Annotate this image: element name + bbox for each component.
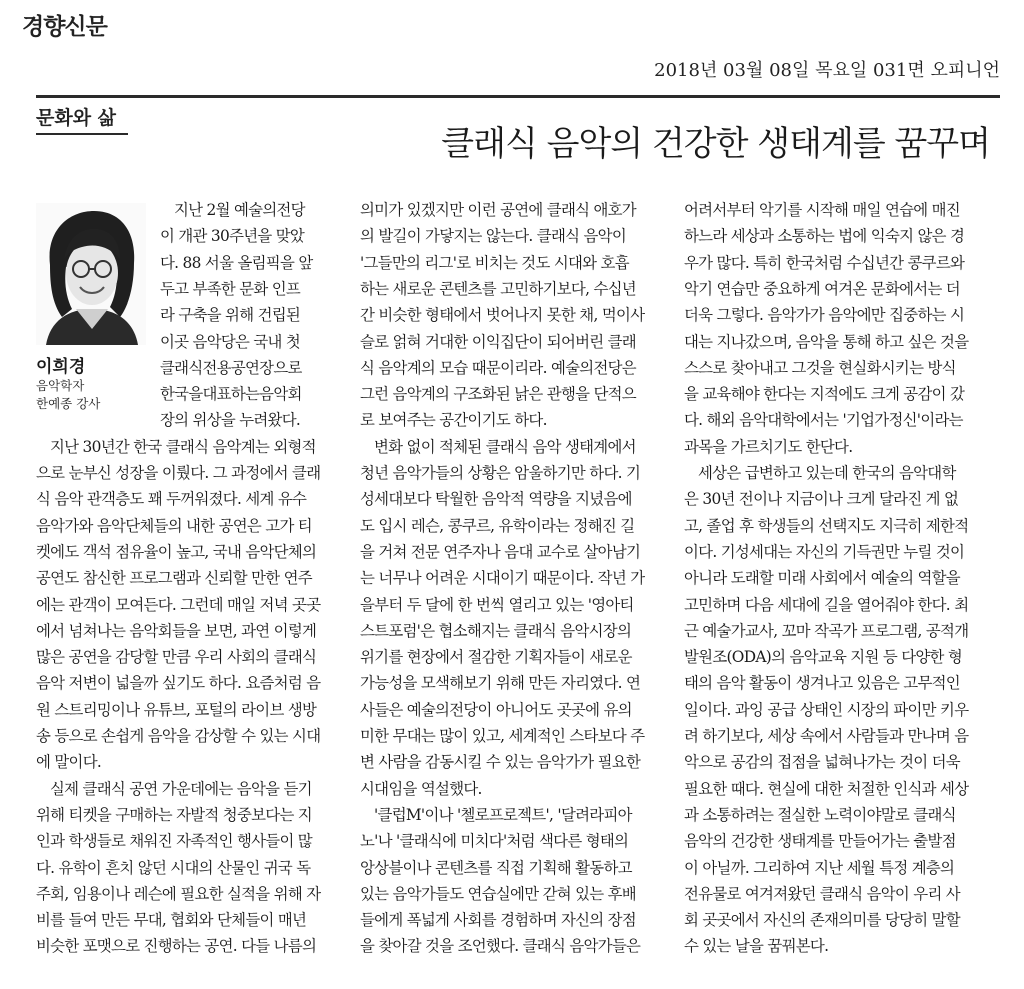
newspaper-masthead: 경향신문 [22, 14, 107, 40]
article-line: '그들만의 리그'로 비치는 것도 시대와 호흡 [360, 253, 629, 272]
article-line: 악기 연습만 중요하게 여겨온 문화에서는 더 [684, 279, 960, 298]
article-line: 전유물로 여겨져왔던 클래식 음악이 우리 사 [684, 884, 960, 903]
article-line: 공연도 참신한 프로그램과 신뢰할 만한 연주 [36, 569, 312, 588]
article-line: 변화 없이 적체된 클래식 음악 생태계에서 [374, 437, 636, 456]
article-line: 많은 공연을 감당할 만큼 우리 사회의 클래식 [36, 648, 317, 667]
article-line: 다. 해외 음악대학에서는 '기업가정신'이라는 [684, 411, 963, 430]
article-line: 악으로 공감의 접점을 넓혀나가는 것이 더욱 [684, 753, 960, 772]
article-line: 도 입시 레슨, 콩쿠르, 유학이라는 정해진 길 [360, 516, 635, 535]
article-line: 위해 티켓을 구매하는 자발적 청중보다는 지 [36, 805, 312, 824]
article-line: 변 사람을 감동시킬 수 있는 음악가가 필요한 [360, 753, 641, 772]
article-line: 음악가와 음악단체들의 내한 공연은 고가 티 [36, 516, 312, 535]
article-line: 미한 무대는 많이 있고, 세계적인 스타보다 주 [360, 727, 645, 745]
article-line: 을 거쳐 전문 연주자나 음대 교수로 살아남기 [360, 542, 641, 561]
article-line: 한국을대표하는음악회 [160, 385, 302, 404]
article-line: 스트포럼'은 협소해지는 클래식 음악시장의 [360, 621, 632, 640]
article-line: 으로 눈부신 성장을 이뤘다. 그 과정에서 클래 [36, 464, 321, 482]
article-line: 청년 음악가들의 상황은 암울하기만 하다. 기 [360, 464, 641, 482]
article-line: 하느라 세상과 소통하는 법에 익숙지 않은 경 [684, 227, 965, 246]
article-line: 대는 지나갔으며, 음악을 통해 하고 싶은 것을 [684, 332, 969, 351]
article-line: 의 발길이 가닿지는 않는다. 클래식 음악이 [360, 227, 626, 246]
article-line: 다. 88 서울 올림픽을 앞 [160, 253, 313, 272]
article-line: 회 곳곳에서 자신의 존재의미를 당당히 말할 [684, 911, 960, 930]
article-line: 인과 학생들로 채워진 자족적인 행사들이 많 [36, 832, 312, 851]
article-line: 앙상블이나 콘텐츠를 직접 기획해 활동하고 [360, 858, 632, 877]
article-headline: 클래식 음악의 건강한 생태계를 꿈꾸며 [441, 124, 990, 164]
article-line: 이 개관 30주년을 맞았 [160, 227, 305, 246]
article-line: 우가 많다. 특히 한국처럼 수십년간 콩쿠르와 [684, 253, 965, 272]
article-line: 더욱 그렇다. 음악가가 음악에만 집중하는 시 [684, 306, 965, 325]
article-line: 에는 관객이 모여든다. 그런데 매일 저녁 곳곳 [36, 595, 321, 614]
article-line: 은 30년 전이나 지금이나 크게 달라진 게 없 [684, 490, 959, 509]
article-line: 과 소통하려는 절실한 노력이야말로 클래식 [684, 805, 956, 824]
article-line: 에서 넘쳐나는 음악회들을 보면, 과연 이렇게 [36, 621, 317, 640]
article-line: 원 스트리밍이나 유튜브, 포털의 라이브 생방 [36, 700, 317, 719]
article-line: 음악 저변이 넓을까 싶기도 하다. 요즘처럼 음 [36, 674, 321, 693]
article-line: 사들은 예술의전당이 아니어도 곳곳에 유의 [360, 700, 632, 719]
article-line: 을 교육해야 한다는 지적에도 크게 공감이 갔 [684, 385, 965, 404]
top-rule [36, 95, 1000, 98]
article-line: 그런 음악계의 구조화된 낡은 관행을 단적으 [360, 385, 636, 404]
article-line: 주회, 임용이나 레슨에 필요한 실적을 위해 자 [36, 884, 321, 903]
article-line: 간 비슷한 형태에서 벗어나지 못한 채, 먹이사 [360, 306, 645, 325]
article-line: 스스로 찾아내고 그것을 현실화시키는 방식 [684, 358, 956, 377]
article-line: 이다. 기성세대는 자신의 기득권만 누릴 것이 [684, 542, 965, 561]
article-line: 시대임을 역설했다. [360, 779, 482, 798]
article-line: 이곳 음악당은 국내 첫 [160, 332, 301, 351]
article-line: 두고 부족한 문화 인프 [160, 279, 301, 298]
article-line: 과목을 가르치기도 한단다. [684, 437, 853, 456]
article-line: 어려서부터 악기를 시작해 매일 연습에 매진 [684, 201, 960, 219]
article-line: 음악의 건강한 생태계를 만들어가는 출발점 [684, 832, 956, 851]
article-line: 이 아닐까. 그리하여 지난 세월 특정 계층의 [684, 858, 955, 877]
article-line: 지난 30년간 한국 클래식 음악계는 외형적 [50, 437, 316, 456]
article-line: 송 등으로 손쉽게 음악을 감상할 수 있는 시대 [36, 727, 321, 745]
article-line: 들에게 폭넓게 사회를 경험하며 자신의 장점 [360, 911, 636, 930]
author-photo [36, 203, 146, 345]
article-line: 고민하며 다음 세대에 길을 열어줘야 한다. 최 [684, 595, 969, 614]
article-line: 노'나 '클래식에 미치다'처럼 색다른 형태의 [360, 832, 629, 851]
article-line: 을 찾아갈 것을 조언했다. 클래식 음악가들은 [360, 937, 641, 956]
article-line: 필요한 때다. 현실에 대한 처절한 인식과 세상 [684, 779, 969, 798]
article-line: 에 말이다. [36, 753, 102, 772]
article-line: 의미가 있겠지만 이런 공연에 클래식 애호가 [360, 201, 636, 219]
article-line: 태의 음악 활동이 생겨나고 있음은 고무적인 [684, 674, 960, 693]
article-line: 실제 클래식 공연 가운데에는 음악을 듣기 [50, 779, 312, 798]
article-line: 을부터 두 달에 한 번씩 열리고 있는 '영아티 [360, 595, 634, 614]
article-line: 비슷한 포맷으로 진행하는 공연. 다들 나름의 [36, 937, 317, 956]
article-line: 식 음악 관객층도 꽤 두꺼워졌다. 세계 유수 [36, 490, 307, 509]
article-line: 세상은 급변하고 있는데 한국의 음악대학 [698, 464, 956, 482]
article-line: '클럽M'이나 '첼로프로젝트', '달려라피아 [374, 805, 632, 824]
article-line: 켓에도 객석 점유율이 높고, 국내 음악단체의 [36, 542, 317, 561]
article-line: 근 예술가교사, 꼬마 작곡가 프로그램, 공적개 [684, 621, 969, 640]
article-line: 발원조(ODA)의 음악교육 지원 등 다양한 형 [684, 648, 963, 667]
author-title-1: 음악학자 [36, 378, 85, 393]
article-line: 다. 유학이 흔치 않던 시대의 산물인 귀국 독 [36, 858, 311, 877]
article-line: 성세대보다 탁월한 음악적 역량을 지녔음에 [360, 490, 632, 509]
article-line: 슬로 얽혀 거대한 이익집단이 되어버린 클래 [360, 332, 636, 351]
article-line: 로 보여주는 공간이기도 하다. [360, 411, 547, 430]
article-line: 하는 새로운 콘텐츠를 고민하기보다, 수십년 [360, 279, 636, 298]
article-line: 고, 졸업 후 학생들의 선택지도 지극히 제한적 [684, 516, 969, 535]
article-line: 식 음악계의 모습 때문이리라. 예술의전당은 [360, 358, 636, 377]
article-line: 위기를 현장에서 절감한 기획자들이 새로운 [360, 648, 632, 667]
section-rule [36, 133, 128, 135]
article-line: 아니라 도래할 미래 사회에서 예술의 역할을 [684, 569, 960, 588]
section-label: 문화와 삶 [36, 107, 117, 129]
dateline: 2018년 03월 08일 목요일 031면 오피니언 [654, 60, 1000, 81]
article-line: 클래식전용공연장으로 [160, 358, 302, 377]
author-name: 이희경 [36, 357, 86, 377]
article-line: 일이다. 과잉 공급 상태인 시장의 파이만 키우 [684, 700, 969, 719]
author-portrait-image [36, 203, 146, 345]
article-line: 려 하기보다, 세상 속에서 사람들과 만나며 음 [684, 727, 969, 745]
article-line: 가능성을 모색해보기 위해 만든 자리였다. 연 [360, 674, 641, 693]
article-line: 수 있는 날을 꿈꿔본다. [684, 937, 829, 956]
article-line: 는 너무나 어려운 시대이기 때문이다. 작년 가 [360, 569, 645, 588]
article-line: 라 구축을 위해 건립된 [160, 306, 301, 325]
article-line: 비를 들여 만든 무대, 협회와 단체들이 매년 [36, 911, 307, 930]
article-line: 있는 음악가들도 연습실에만 갇혀 있는 후배 [360, 884, 636, 903]
article-line: 지난 2월 예술의전당 [174, 201, 305, 219]
author-title-2: 한예종 강사 [36, 396, 101, 411]
article-line: 장의 위상을 누려왔다. [160, 411, 301, 430]
